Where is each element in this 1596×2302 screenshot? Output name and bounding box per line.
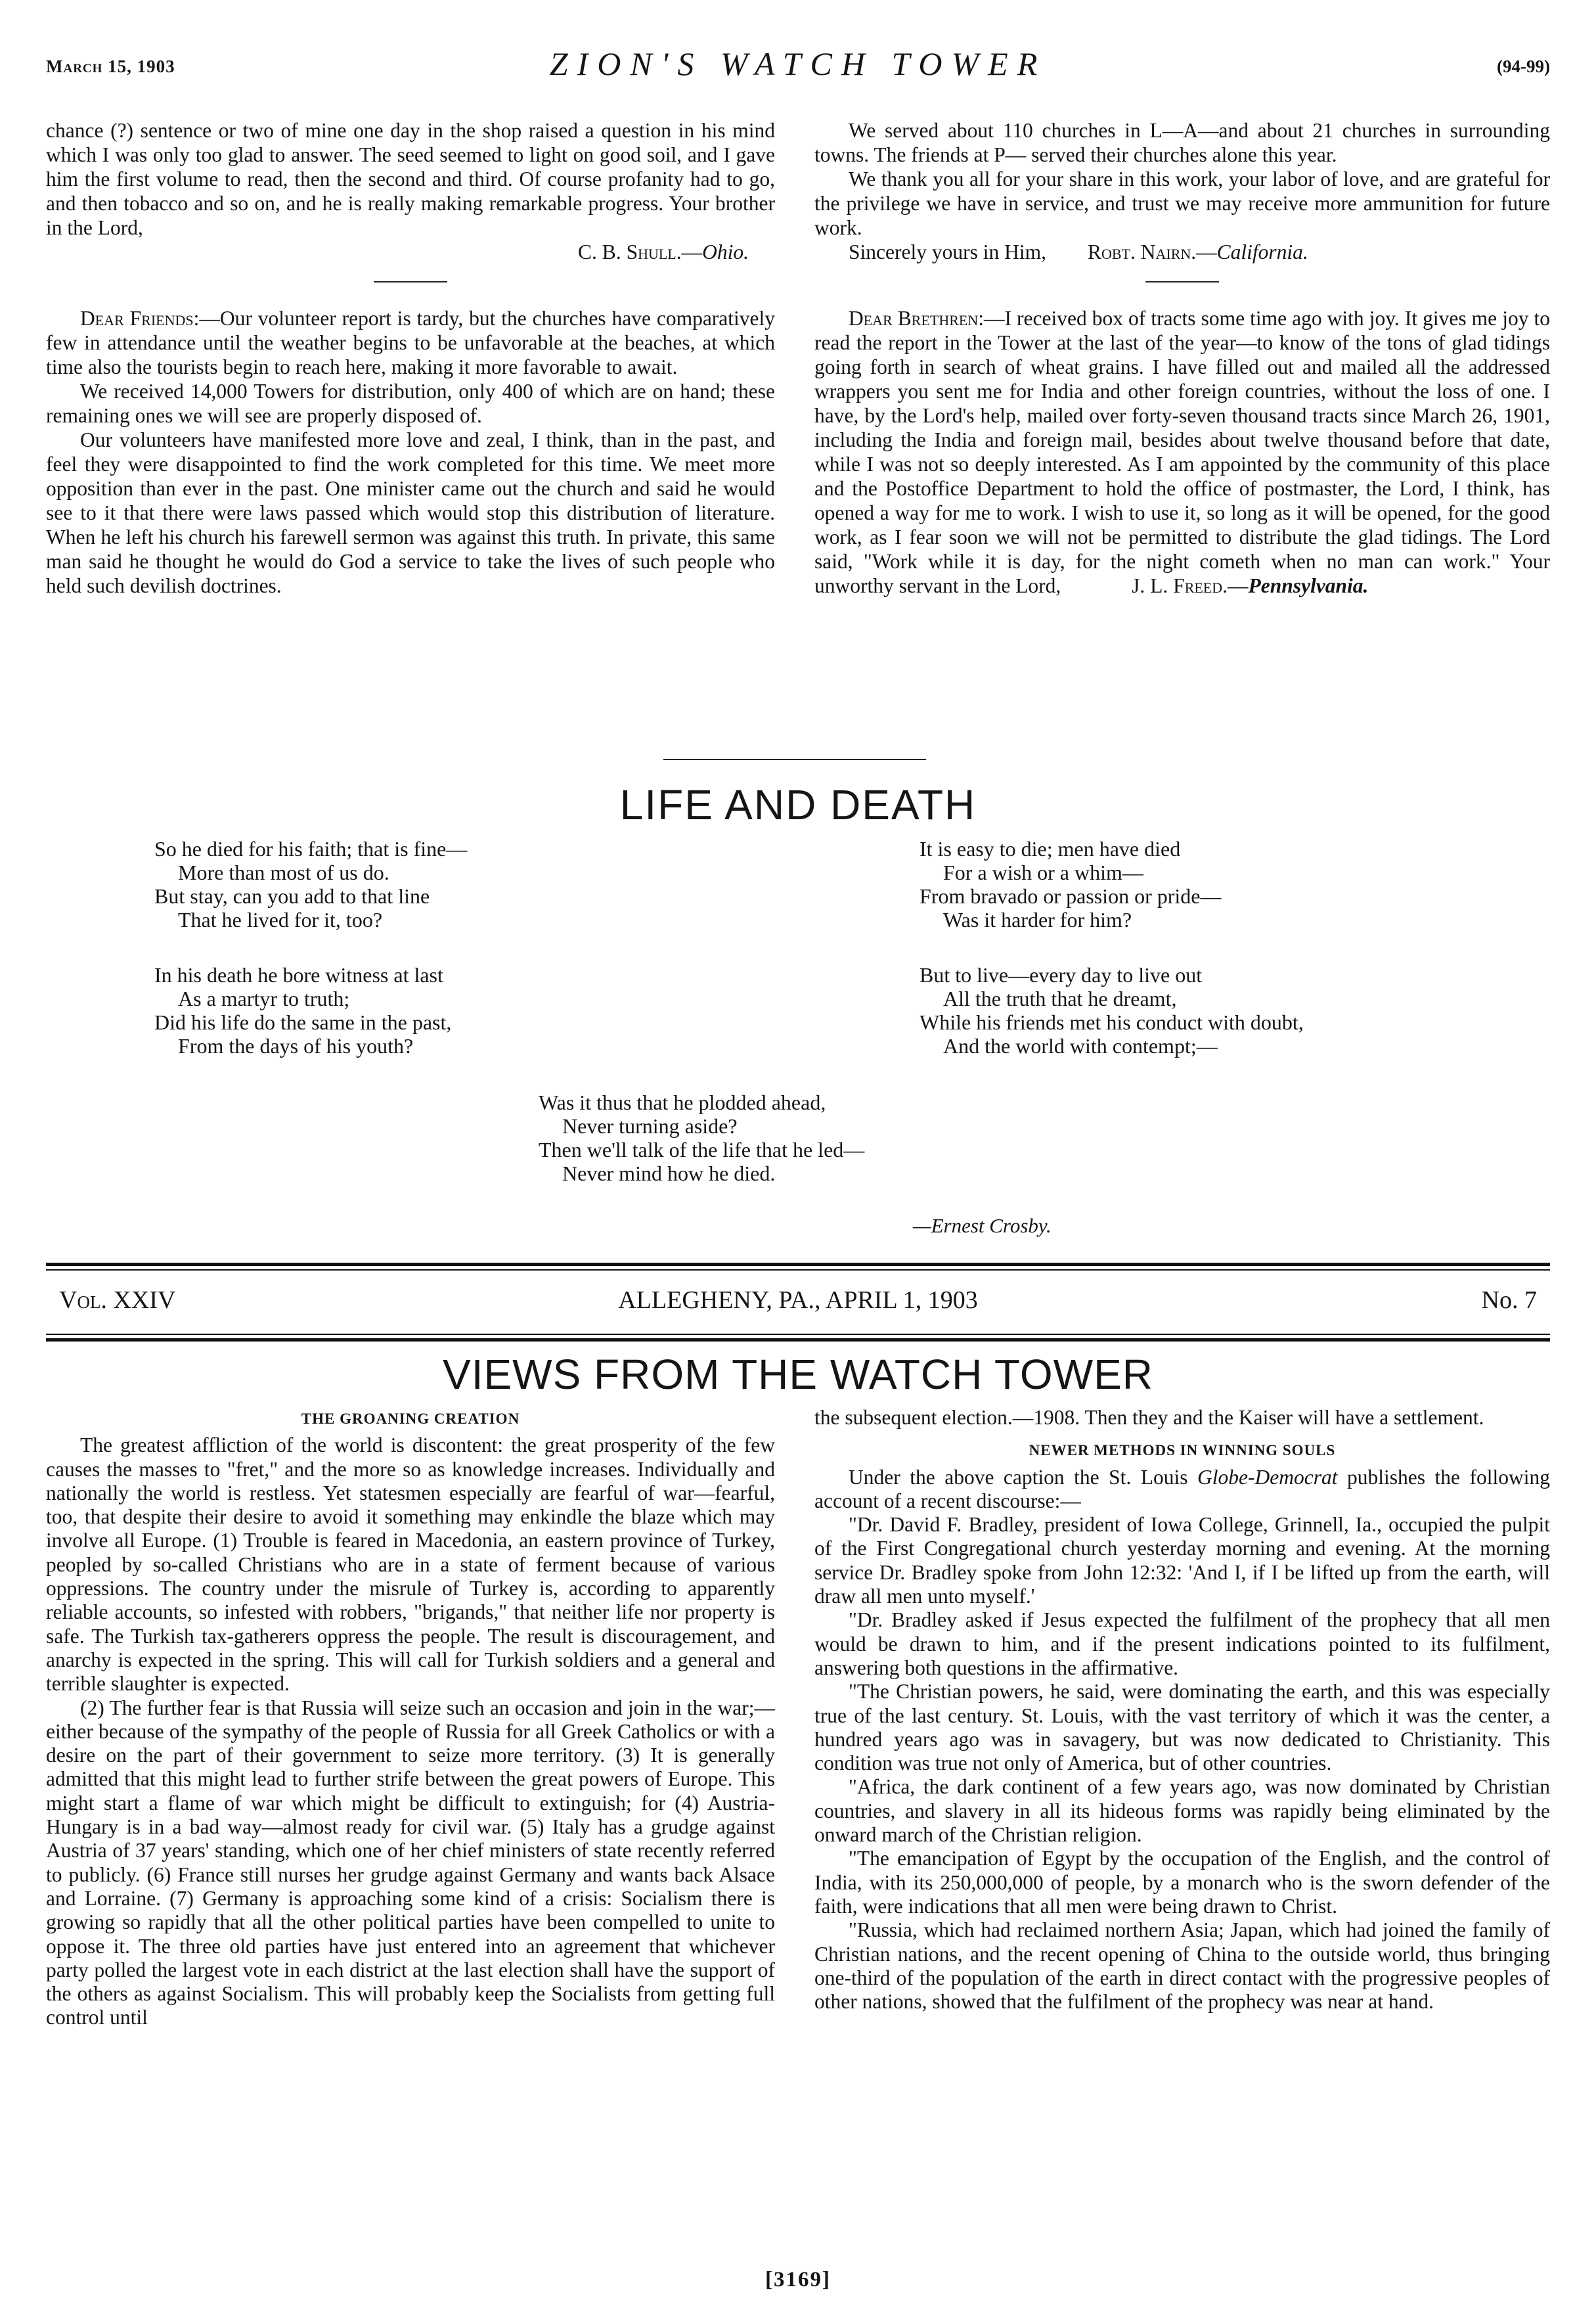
section-heading-newer-methods: NEWER METHODS IN WINNING SOULS	[1029, 1442, 1336, 1459]
poem-line: As a martyr to truth;	[178, 987, 350, 1010]
poem-line: Never mind how he died.	[562, 1162, 776, 1185]
masthead-rule-bottom	[46, 1338, 1550, 1342]
poem-line: That he lived for it, too?	[178, 908, 383, 932]
poem-line: All the truth that he dreamt,	[943, 987, 1177, 1010]
letters-left-column	[46, 118, 775, 598]
letter-4-opening: Dear Brethren:—I received box of tracts some time ago with joy. It gives me joy to read the report in the Tower at the last of the year—to know of the tons of glad tidings going forth in search of wheat grains. I have filled out and mailed all the addressed wrappers you sent me for India and other foreign countries, without the loss of one. I have, by the Lord's help, mailed over forty-seven thousand tracts since March 26, 1901, including the India and foreign mail, besides about twelve thousand before that date, while I was not so deeply interested. As I am appointed by the community of this place and the Postoffice Department to hold the office of postmaster, the Lord, I think, has opened a way for me to work. I wish to use it, so long as it will be opened, for the good work, as I fear soon we will not be permitted to distribute the glad tidings. The Lord said, "Work while it is day, for the night cometh when no man can work." Your unworthy servant in the Lord, J. L. Freed.—Pennsylvania.	[814, 307, 1550, 597]
letter-1-signer: C. B. Shull.	[578, 240, 682, 263]
letter-1-signature: C. B. Shull.—Ohio.	[578, 240, 749, 263]
letter-3-signature: Sincerely yours in Him, Robt. Nairn.—California.	[849, 240, 1308, 263]
poem-author: —Ernest Crosby.	[913, 1214, 1052, 1237]
article-right-column	[814, 1406, 1550, 2014]
poem-stanza-2	[154, 963, 451, 1058]
poem-line: While his friends met his conduct with doubt,	[920, 1010, 1304, 1034]
letter-3-signer: Robt. Nairn.	[1087, 240, 1197, 263]
poem-line: From bravado or passion or pride—	[920, 884, 1222, 908]
article-paragraph: "Russia, which had reclaimed northern Asia; Japan, which had joined the family of Christian nations, and the recent opening of China to the outside world, thus bringing one-third of the population of the earth in direct contact with the progressive peoples of other nations, showed that the fulfilment of the prophecy was near at hand.	[814, 1918, 1550, 2014]
article-paragraph: "The Christian powers, he said, were dominating the earth, and this was especially true of the last century. St. Louis, with the vast territory of which it was the center, a hundred years ago was in savagery, but was now dedicated to Christianity. This condition was true not only of America, but of other countries.	[814, 1680, 1550, 1775]
letter-1-place: Ohio.	[702, 240, 749, 263]
article-paragraph: "Dr. David F. Bradley, president of Iowa College, Grinnell, Ia., occupied the pulpit of the First Congregational church yesterday morning and evening. At the morning service Dr. Bradley spoke from John 12:32: 'And I, if I be lifted up from the earth, will draw all men unto myself.'	[814, 1513, 1550, 1608]
letter-divider	[374, 281, 447, 282]
article-paragraph	[814, 1466, 1550, 1514]
masthead-place-date: ALLEGHENY, PA., APRIL 1, 1903	[618, 1286, 978, 1314]
running-header	[46, 45, 1550, 84]
header-title: ZION'S WATCH TOWER	[549, 45, 1047, 82]
article-paragraph: The greatest affliction of the world is discontent: the great prosperity of the few causes the masses to "fret," and the more so as knowledge increases. Individually and nationally the world is restless. Yet statesmen especially are fearful of war—fearful, too, that despite their desire to avoid it something may enkindle the blaze which may involve all Europe. (1) Trouble is feared in Macedonia, an eastern province of Turkey, peopled by so-called Christians who are in a state of ferment because of various oppressions. The country under the misrule of Turkey is, according to apparently reliable accounts, so infested with robbers, "brigands," that neither life nor property is safe. The Turkish tax-gatherers oppress the people. The result is discouragement, and anarchy is expected in the spring. This will call for Turkish soldiers and a general and terrible slaughter is expected.	[46, 1433, 775, 1696]
poem-stanza-3	[920, 837, 1221, 932]
letter-divider-right	[1145, 281, 1219, 282]
text-run: publishes the following account of a recent discourse:—	[814, 1465, 1550, 1512]
letters-right-column	[814, 118, 1550, 598]
article-paragraph: (2) The further fear is that Russia will seize such an occasion and join in the war;—either because of the sympathy of the people of Russia for all Greek Catholics or with a desire on the part of their government to seize more territory. (3) It is generally admitted that this might lead to further strife between the great powers of Europe. This might start a flame of war which might be difficult to extinguish; for (4) Austria-Hungary is in a bad way—almost ready for civil war. (5) Italy has a grudge against Austria of 37 years' standing, which one of her chief ministers of state recently referred to publicly. (6) France still nurses her grudge against Germany and wants back Alsace and Lorraine. (7) Germany is approaching some kind of a crisis: Socialism there is growing so rapidly that all the other political parties have been compelled to unite to oppose it. The three old parties have just entered into an agreement that whichever party polled the largest vote in each district at the last election shall have the support of the others as against Socialism. This will probably keep the Socialists from getting full control until	[46, 1696, 775, 2029]
letter-2-p2: We received 14,000 Towers for distribution, only 400 of which are on hand; these remaining ones we will see are properly disposed of.	[46, 380, 775, 427]
header-date: March 15, 1903	[46, 56, 175, 76]
section-heading-groaning-creation: THE GROANING CREATION	[301, 1411, 520, 1427]
letter-3-closing: Sincerely yours in Him,	[849, 240, 1046, 263]
masthead-rule-top	[46, 1263, 1550, 1266]
article-paragraph: "Africa, the dark continent of a few years ago, was now dominated by Christian countries, and slavery in all its hideous forms was rapidly being eliminated by the onward march of the Christian religion.	[814, 1775, 1550, 1847]
header-page-ref: (94-99)	[1497, 56, 1550, 76]
poem-line: More than most of us do.	[178, 861, 389, 884]
article-paragraph: "The emancipation of Egypt by the occupation of the English, and the control of India, with its 250,000,000 of people, by a monarch who is the sworn defender of the faith, were indications that all men were being drawn to Christ.	[814, 1847, 1550, 1918]
letter-2-p3: Our volunteers have manifested more love and zeal, I think, than in the past, and feel they were disappointed to find the work completed for this time. We meet more opposition than ever in the past. One minister came out the church and said he would see to it that there were laws passed which would stop this distribution of literature. When he left his church his farewell sermon was against this truth. In private, this same man said he thought he would do God a service to take the lives of such people who held such devilish doctrines.	[46, 428, 775, 597]
poem-line: And the world with contempt;—	[943, 1034, 1218, 1058]
poem-stanza-5	[539, 1091, 864, 1185]
masthead-number: No. 7	[1481, 1286, 1537, 1314]
letter-2-opening	[46, 306, 775, 379]
poem-stanza-4	[920, 963, 1304, 1058]
letter-4-place: Pennsylvania.	[1248, 574, 1369, 597]
poem-line: So he died for his faith; that is fine—	[154, 837, 468, 861]
poem-line: For a wish or a whim—	[943, 861, 1143, 884]
newspaper-name: Globe-Democrat	[1197, 1465, 1338, 1489]
poem-line: But to live—every day to live out	[920, 963, 1203, 987]
poem-line: It is easy to die; men have died	[920, 837, 1181, 861]
masthead-rule-top-thin	[46, 1269, 1550, 1271]
letter-4-p1: —I received box of tracts some time ago with joy. It gives me joy to read the report in the Tower at the last of the year—to know of the tons of glad tidings going forth in search of wheat grains. I have filled out and mailed all the addressed wrappers you sent me for India and other foreign countries, without the loss of one. I have, by the Lord's help, mailed over forty-seven thousand tracts since March 26, 1901, including the India and foreign mail, besides about twelve thousand before that date, while I was not so deeply interested. As I am appointed by the community of this place and the Postoffice Department to hold the office of postmaster, the Lord, I think, has opened a way for me to work. I wish to use it, so long as it will be opened, for the good work, as I fear soon we will not be permitted to distribute the glad tidings. The Lord said, "Work while it is day, for the night cometh when no man can work." Your unworthy servant in the Lord,	[814, 307, 1550, 597]
page-folio: [3169]	[765, 2268, 831, 2291]
poem-line: Then we'll talk of the life that he led—	[539, 1138, 865, 1162]
text-run: Under the above caption the St. Louis	[849, 1465, 1198, 1489]
letter-3-p2: We thank you all for your share in this work, your labor of love, and are grateful for the privilege we have in service, and trust we may receive more ammunition for future work.	[814, 168, 1550, 239]
article-paragraph: the subsequent election.—1908. Then they and the Kaiser will have a settlement.	[814, 1406, 1484, 1429]
letter-3-place: California.	[1216, 240, 1308, 263]
section-divider	[663, 759, 926, 760]
poem-line: In his death he bore witness at last	[154, 963, 443, 987]
poem-title: LIFE AND DEATH	[619, 781, 977, 828]
page	[46, 39, 1550, 2291]
article-paragraph: "Dr. Bradley asked if Jesus expected the fulfilment of the prophecy that all men would be drawn to him, and if the present indications pointed to its fulfilment, answering both questions in the affirmative.	[814, 1608, 1550, 1679]
poem-stanza-1	[154, 837, 467, 932]
article-left-column	[46, 1407, 775, 2030]
letter-3-p1: We served about 110 churches in L—A—and about 21 churches in surrounding towns. The friends at P— served their churches alone this year.	[814, 119, 1550, 166]
poem-line: From the days of his youth?	[178, 1034, 414, 1058]
letter-2-p1: —Our volunteer report is tardy, but the churches have comparatively few in attendance until the weather begins to be unfavorable at the beaches, at which time also the tourists begin to reach here, making it more favorable to await.	[46, 307, 776, 378]
poem-line: Was it thus that he plodded ahead,	[539, 1091, 826, 1114]
masthead-volume: Vol. XXIV	[59, 1286, 176, 1314]
poem-line: Did his life do the same in the past,	[154, 1010, 452, 1034]
letter-4-salutation: Dear Brethren:	[849, 307, 984, 330]
letter-4-signer: J. L. Freed.	[1132, 574, 1228, 597]
letter-1-body: chance (?) sentence or two of mine one day in the shop raised a question in his mind which I was only too glad to answer. The seed seemed to light on good soil, and I gave him the first volume to read, then the second and third. Of course profanity had to go, and then tobacco and so on, and he is really making remarkable progress. Your brother in the Lord,	[46, 119, 775, 239]
poem-line: Was it harder for him?	[943, 908, 1132, 932]
masthead-rule-bottom-thin	[46, 1334, 1550, 1335]
poem-line: But stay, can you add to that line	[154, 884, 430, 908]
article-title: VIEWS FROM THE WATCH TOWER	[443, 1351, 1153, 1398]
letter-2-salutation: Dear Friends:	[80, 307, 200, 330]
poem-line: Never turning aside?	[562, 1114, 738, 1138]
